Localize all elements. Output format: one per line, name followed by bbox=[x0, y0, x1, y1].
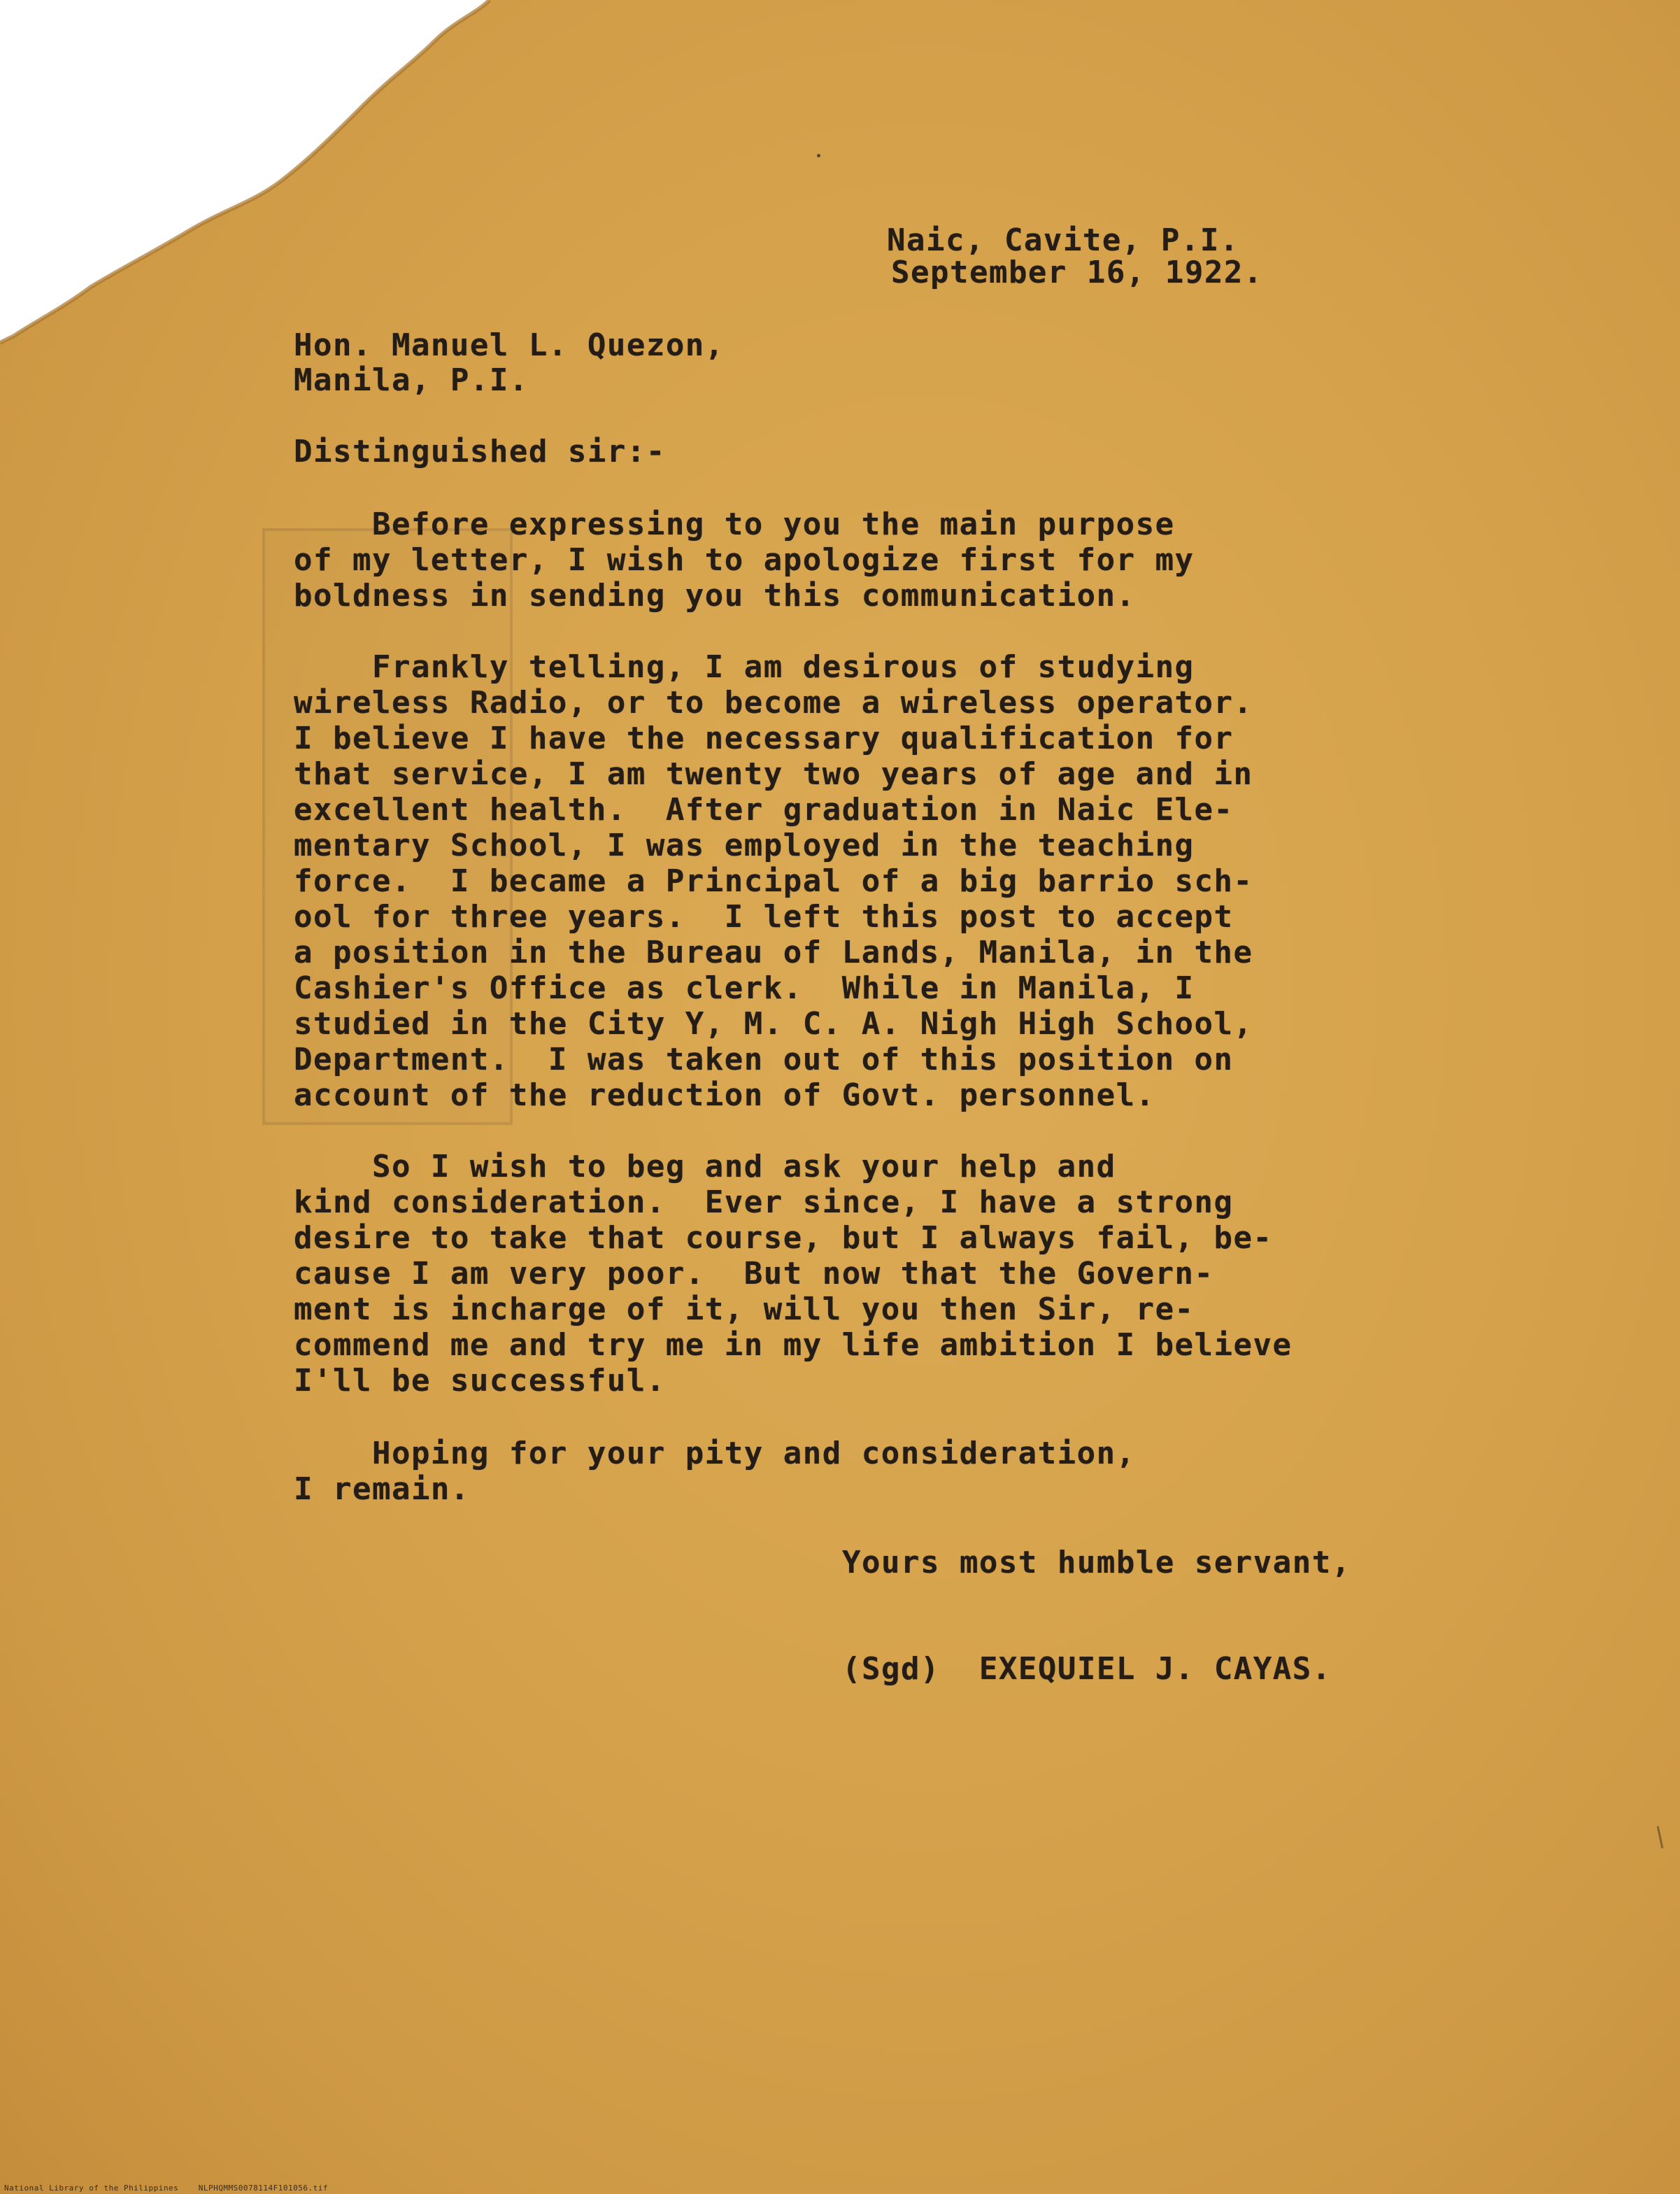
letter-place: Naic, Cavite, P.I. bbox=[887, 222, 1239, 258]
salutation: Distinguished sir:- bbox=[294, 434, 666, 469]
body-paragraph-1: Before expressing to you the main purpose of my letter, I wish to apologize first for my boldness in sending you this communication. bbox=[294, 507, 1195, 614]
ink-speck bbox=[817, 154, 820, 157]
edge-mark bbox=[1657, 1826, 1664, 1848]
body-paragraph-3: So I wish to beg and ask your help and kind consideration. Ever since, I have a strong desire to take that course, but I always fail, be- cause I am very poor. But now that the Govern- ment is incharge of it, will you then Sir, re- commend me and try me in my life ambition I believe I'll be successful. bbox=[294, 1149, 1293, 1399]
signature-line: (Sgd) EXEQUIEL J. CAYAS. bbox=[842, 1651, 1332, 1687]
letter-date: September 16, 1922. bbox=[891, 255, 1263, 290]
body-paragraph-4: Hoping for your pity and consideration, I remain. bbox=[294, 1436, 1136, 1507]
complimentary-close: Yours most humble servant, bbox=[842, 1545, 1351, 1580]
body-paragraph-2: Frankly telling, I am desirous of studying wireless Radio, or to become a wireless operator. I believe I have the necessary qualification for that service, I am twenty two years of age and in excellent health. After graduation in Naic Ele- mentary School, I was employed in the teaching force. I became a Principal of a big barrio sch- ool for three years. I left this post to accept a position in the Bureau of Lands, Manila, in the Cashier's Office as clerk. While in Manila, I studied in the City Y, M. C. A. Nigh High School, Department. I was taken out of this position on account of the reduction of Govt. personnel. bbox=[294, 649, 1253, 1113]
recipient-name: Hon. Manuel L. Quezon, bbox=[294, 327, 725, 363]
recipient-city: Manila, P.I. bbox=[294, 362, 529, 398]
archive-footer: National Library of the Philippines NLPHQMMS0078114F101056.tif bbox=[4, 2184, 328, 2193]
